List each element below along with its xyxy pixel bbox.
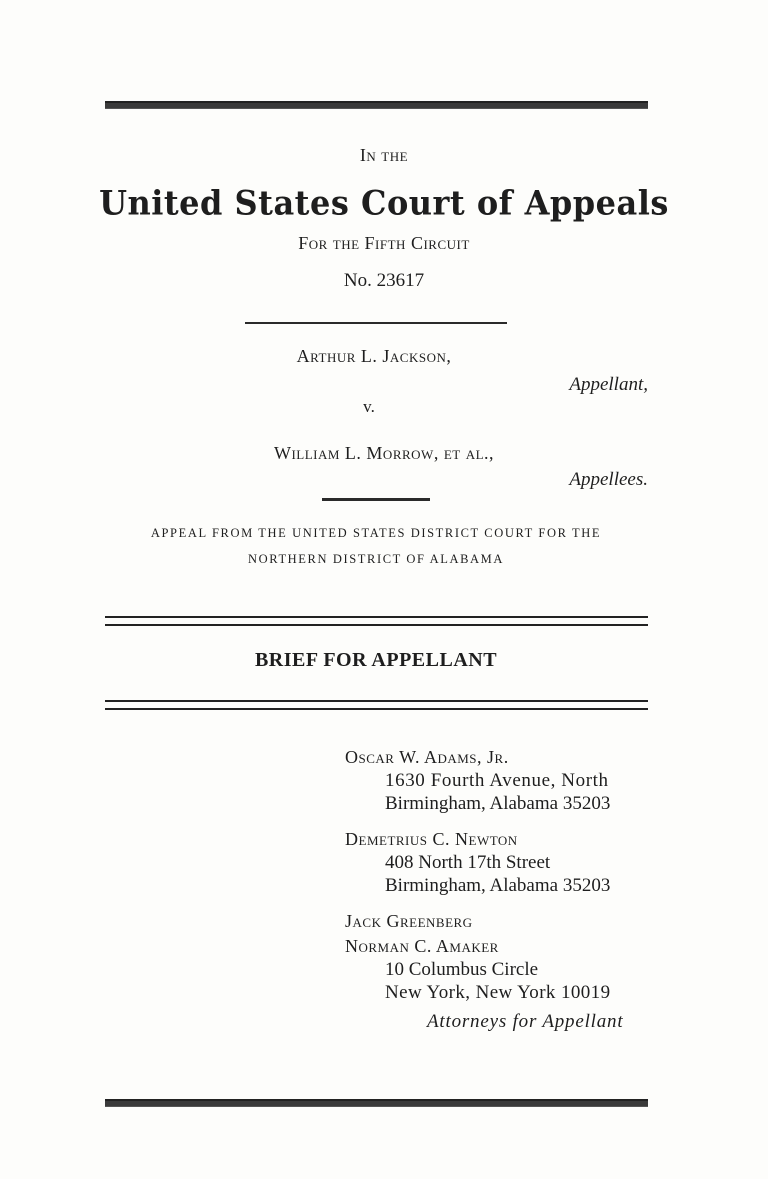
attorneys-role: Attorneys for Appellant [427,1011,624,1032]
attorneys-block [345,746,665,1033]
bottom-rule [105,1099,648,1107]
attorney-1-address-2: Birmingham, Alabama 35203 [385,793,611,814]
attorney-3-name: Jack Greenberg [345,911,473,931]
court-name: United States Court of Appeals [99,183,669,223]
attorney-4-address-1: 10 Columbus Circle [385,959,539,980]
attorney-2-address-2: Birmingham, Alabama 35203 [385,875,611,896]
parties-divider [322,498,430,501]
versus-text: v. [363,397,375,416]
appeal-line-2: NORTHERN DISTRICT OF ALABAMA [248,552,504,566]
attorney-4-address-2: New York, New York 10019 [385,982,611,1003]
case-number: No. 23617 [343,270,425,291]
attorney-1-address-1: 1630 Fourth Avenue, North [385,770,609,791]
in-the-text: In the [359,145,409,165]
header-divider [245,322,507,324]
attorney-2-address-1: 408 North 17th Street [385,852,551,873]
attorney-2-name: Demetrius C. Newton [345,829,518,849]
attorney-4-name: Norman C. Amaker [345,936,499,956]
appellant-name: Arthur L. Jackson, [296,346,452,366]
appeal-line-1: APPEAL FROM THE UNITED STATES DISTRICT COURT FOR THE [150,526,602,540]
appellee-role: Appellees. [569,469,648,490]
attorney-1-name: Oscar W. Adams, Jr. [345,747,509,767]
brief-title: BRIEF FOR APPELLANT [254,649,498,671]
title-top-rule [105,616,648,626]
circuit-text: For the Fifth Circuit [298,233,470,253]
appellee-name: William L. Morrow, et al., [273,443,495,463]
appellant-role: Appellant, [569,374,648,395]
title-bottom-rule [105,700,648,710]
top-rule [105,101,648,109]
